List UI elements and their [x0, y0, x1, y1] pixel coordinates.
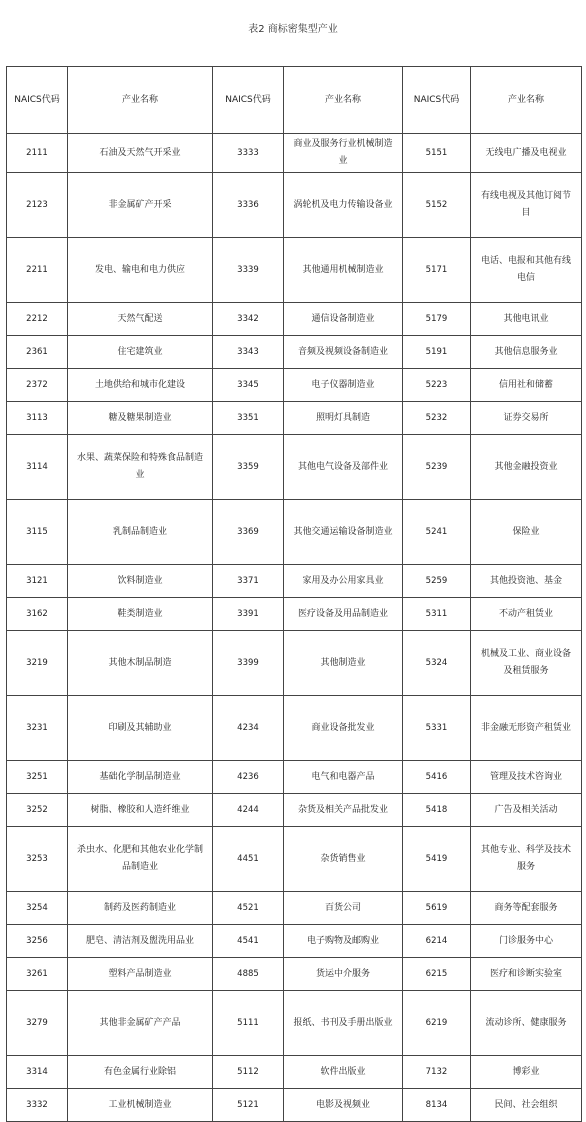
industry-name-2: 电子购物及邮购业	[284, 925, 403, 958]
industry-name-1: 印刷及其辅助业	[68, 696, 213, 761]
industry-name-3: 医疗和诊断实验室	[471, 958, 582, 991]
naics-code-2: 3399	[213, 631, 284, 696]
naics-code-2: 3371	[213, 565, 284, 598]
naics-code-3: 5171	[403, 238, 471, 303]
naics-code-2: 3343	[213, 336, 284, 369]
naics-code-1: 3251	[7, 761, 68, 794]
industry-name-2: 商业设备批发业	[284, 696, 403, 761]
industry-name-1: 肥皂、清洁剂及盥洗用品业	[68, 925, 213, 958]
industry-name-3: 其他电讯业	[471, 303, 582, 336]
naics-code-1: 3261	[7, 958, 68, 991]
naics-code-3: 5416	[403, 761, 471, 794]
industry-name-3: 其他金融投资业	[471, 435, 582, 500]
industry-name-1: 树脂、橡胶和人造纤维业	[68, 794, 213, 827]
industry-name-1: 水果、蔬菜保险和特殊食品制造业	[68, 435, 213, 500]
naics-code-2: 5112	[213, 1056, 284, 1089]
naics-code-1: 2372	[7, 369, 68, 402]
industry-name-3: 保险业	[471, 500, 582, 565]
industry-name-3: 博彩业	[471, 1056, 582, 1089]
table-caption: 表2 商标密集型产业	[248, 24, 338, 35]
industry-name-1: 发电、输电和电力供应	[68, 238, 213, 303]
industry-name-2: 电影及视频业	[284, 1089, 403, 1122]
naics-code-3: 5152	[403, 173, 471, 238]
industry-name-1: 塑料产品制造业	[68, 958, 213, 991]
industry-name-2: 医疗设备及用品制造业	[284, 598, 403, 631]
industry-name-2: 音频及视频设备制造业	[284, 336, 403, 369]
naics-code-1: 2211	[7, 238, 68, 303]
table-header-row	[7, 67, 582, 134]
industry-name-3: 证券交易所	[471, 402, 582, 435]
table-row	[7, 631, 582, 696]
naics-code-1: 2123	[7, 173, 68, 238]
industry-name-3: 管理及技术咨询业	[471, 761, 582, 794]
naics-code-1: 2361	[7, 336, 68, 369]
table-body	[7, 134, 582, 1122]
industry-name-1: 制药及医药制造业	[68, 892, 213, 925]
industry-name-1: 乳制品制造业	[68, 500, 213, 565]
table-row	[7, 565, 582, 598]
industry-name-3: 信用社和储蓄	[471, 369, 582, 402]
table-row	[7, 303, 582, 336]
table-row	[7, 991, 582, 1056]
industry-name-2: 电子仪器制造业	[284, 369, 403, 402]
industry-name-3: 有线电视及其他订阅节目	[471, 173, 582, 238]
table-row	[7, 696, 582, 761]
header-industry-name-3: 产业名称	[471, 67, 582, 134]
industry-name-3: 无线电广播及电视业	[471, 134, 582, 173]
naics-code-1: 3113	[7, 402, 68, 435]
industry-name-1: 住宅建筑业	[68, 336, 213, 369]
header-industry-name-2: 产业名称	[284, 67, 403, 134]
table-row	[7, 369, 582, 402]
industry-name-2: 杂货及相关产品批发业	[284, 794, 403, 827]
industry-name-1: 石油及天然气开采业	[68, 134, 213, 173]
industry-name-1: 其他非金属矿产产品	[68, 991, 213, 1056]
naics-code-3: 5151	[403, 134, 471, 173]
naics-code-2: 5111	[213, 991, 284, 1056]
table-row	[7, 958, 582, 991]
industry-name-2: 货运中介服务	[284, 958, 403, 991]
naics-code-3: 5418	[403, 794, 471, 827]
industry-name-1: 天然气配送	[68, 303, 213, 336]
industry-name-3: 广告及相关活动	[471, 794, 582, 827]
table-row	[7, 134, 582, 173]
industry-name-2: 其他电气设备及部件业	[284, 435, 403, 500]
table-row	[7, 598, 582, 631]
naics-code-2: 4541	[213, 925, 284, 958]
industry-name-2: 商业及服务行业机械制造业	[284, 134, 403, 173]
naics-code-3: 5232	[403, 402, 471, 435]
naics-code-2: 4244	[213, 794, 284, 827]
industry-name-3: 流动诊所、健康服务	[471, 991, 582, 1056]
industry-name-1: 土地供给和城市化建设	[68, 369, 213, 402]
naics-code-1: 3114	[7, 435, 68, 500]
naics-code-3: 5419	[403, 827, 471, 892]
naics-code-3: 6215	[403, 958, 471, 991]
naics-code-2: 3339	[213, 238, 284, 303]
naics-code-2: 4236	[213, 761, 284, 794]
naics-code-3: 8134	[403, 1089, 471, 1122]
industry-name-1: 有色金属行业除铝	[68, 1056, 213, 1089]
naics-code-3: 5223	[403, 369, 471, 402]
industry-name-3: 其他信息服务业	[471, 336, 582, 369]
industry-name-1: 基础化学制品制造业	[68, 761, 213, 794]
table-row	[7, 1089, 582, 1122]
naics-code-3: 7132	[403, 1056, 471, 1089]
naics-code-1: 3254	[7, 892, 68, 925]
table-row	[7, 794, 582, 827]
industry-name-3: 机械及工业、商业设备及租赁服务	[471, 631, 582, 696]
industry-name-1: 工业机械制造业	[68, 1089, 213, 1122]
naics-code-1: 3219	[7, 631, 68, 696]
table-row	[7, 1056, 582, 1089]
table-row	[7, 500, 582, 565]
naics-code-2: 4234	[213, 696, 284, 761]
table-row	[7, 892, 582, 925]
naics-code-3: 5179	[403, 303, 471, 336]
header-naics-code-3: NAICS代码	[403, 67, 471, 134]
naics-code-3: 5191	[403, 336, 471, 369]
naics-code-1: 3162	[7, 598, 68, 631]
naics-code-3: 5331	[403, 696, 471, 761]
industry-name-2: 通信设备制造业	[284, 303, 403, 336]
naics-code-3: 5619	[403, 892, 471, 925]
naics-code-2: 4521	[213, 892, 284, 925]
table-row	[7, 402, 582, 435]
industry-name-2: 涡轮机及电力传输设备业	[284, 173, 403, 238]
naics-code-3: 5311	[403, 598, 471, 631]
industry-name-1: 其他木制品制造	[68, 631, 213, 696]
industry-name-3: 商务等配套服务	[471, 892, 582, 925]
industry-name-3: 不动产租赁业	[471, 598, 582, 631]
naics-code-1: 3252	[7, 794, 68, 827]
industry-name-2: 百货公司	[284, 892, 403, 925]
naics-code-2: 3391	[213, 598, 284, 631]
industry-name-2: 其他通用机械制造业	[284, 238, 403, 303]
industry-name-3: 其他投资池、基金	[471, 565, 582, 598]
table-row	[7, 761, 582, 794]
naics-code-2: 3359	[213, 435, 284, 500]
industry-table	[6, 66, 582, 1122]
table-row	[7, 435, 582, 500]
industry-name-1: 饮料制造业	[68, 565, 213, 598]
naics-code-2: 5121	[213, 1089, 284, 1122]
table-row	[7, 925, 582, 958]
table-row	[7, 238, 582, 303]
industry-name-3: 电话、电报和其他有线电信	[471, 238, 582, 303]
naics-code-3: 5239	[403, 435, 471, 500]
naics-code-2: 3336	[213, 173, 284, 238]
naics-code-1: 3121	[7, 565, 68, 598]
industry-name-2: 软件出版业	[284, 1056, 403, 1089]
table-row	[7, 827, 582, 892]
table-row	[7, 173, 582, 238]
industry-name-3: 门诊服务中心	[471, 925, 582, 958]
industry-name-2: 杂货销售业	[284, 827, 403, 892]
naics-code-1: 3332	[7, 1089, 68, 1122]
industry-name-3: 民间、社会组织	[471, 1089, 582, 1122]
naics-code-1: 3115	[7, 500, 68, 565]
industry-name-2: 照明灯具制造	[284, 402, 403, 435]
naics-code-2: 3333	[213, 134, 284, 173]
header-industry-name-1: 产业名称	[68, 67, 213, 134]
naics-code-1: 2111	[7, 134, 68, 173]
naics-code-3: 5259	[403, 565, 471, 598]
industry-name-2: 电气和电器产品	[284, 761, 403, 794]
naics-code-2: 3345	[213, 369, 284, 402]
naics-code-3: 6214	[403, 925, 471, 958]
table-row	[7, 336, 582, 369]
naics-code-1: 3279	[7, 991, 68, 1056]
header-naics-code-1: NAICS代码	[7, 67, 68, 134]
naics-code-3: 5324	[403, 631, 471, 696]
industry-name-2: 家用及办公用家具业	[284, 565, 403, 598]
naics-code-1: 3256	[7, 925, 68, 958]
industry-name-1: 非金属矿产开采	[68, 173, 213, 238]
naics-code-2: 3369	[213, 500, 284, 565]
naics-code-2: 3342	[213, 303, 284, 336]
naics-code-3: 6219	[403, 991, 471, 1056]
industry-name-1: 糖及糖果制造业	[68, 402, 213, 435]
naics-code-3: 5241	[403, 500, 471, 565]
industry-name-2: 报纸、书刊及手册出版业	[284, 991, 403, 1056]
naics-code-2: 4451	[213, 827, 284, 892]
industry-name-3: 非金融无形资产租赁业	[471, 696, 582, 761]
industry-name-3: 其他专业、科学及技术服务	[471, 827, 582, 892]
industry-name-1: 鞋类制造业	[68, 598, 213, 631]
header-naics-code-2: NAICS代码	[213, 67, 284, 134]
naics-code-2: 3351	[213, 402, 284, 435]
industry-name-1: 杀虫水、化肥和其他农业化学制品制造业	[68, 827, 213, 892]
naics-code-1: 2212	[7, 303, 68, 336]
naics-code-2: 4885	[213, 958, 284, 991]
naics-code-1: 3314	[7, 1056, 68, 1089]
industry-name-2: 其他制造业	[284, 631, 403, 696]
naics-code-1: 3253	[7, 827, 68, 892]
industry-name-2: 其他交通运输设备制造业	[284, 500, 403, 565]
naics-code-1: 3231	[7, 696, 68, 761]
